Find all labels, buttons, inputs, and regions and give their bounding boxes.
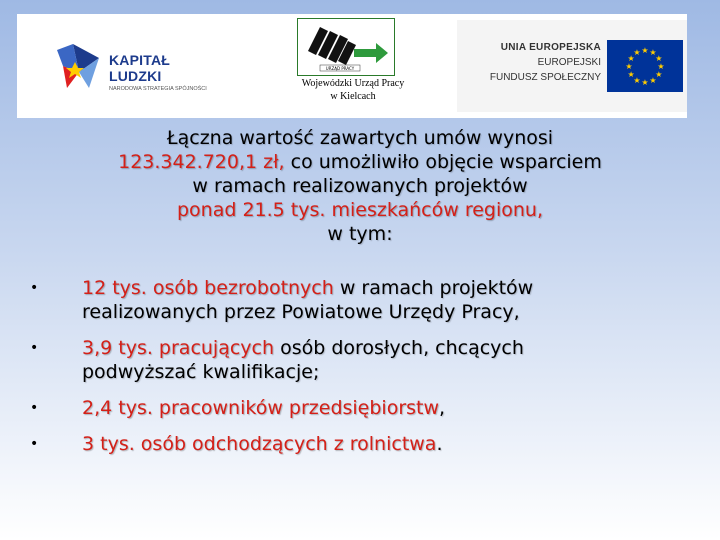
cards-arrow-icon xyxy=(298,19,394,75)
eu-star-icon: ★ xyxy=(649,75,657,85)
bullet-text: , xyxy=(439,397,446,419)
kapital-ludzki-title: KAPITAŁ LUDZKI xyxy=(109,52,171,84)
bullet-highlight: 2,4 tys. pracowników przedsiębiorstw xyxy=(82,397,440,419)
eu-star-icon: ★ xyxy=(657,62,665,71)
wup-caption-line2: w Kielcach xyxy=(330,91,376,102)
kapital-ludzki-subtitle: NARODOWA STRATEGIA SPÓJNOŚCI xyxy=(109,86,207,92)
bullet-dot: • xyxy=(30,436,39,452)
wup-box-label: URZĄD PRACY xyxy=(325,66,355,71)
bullet-dot: • xyxy=(30,400,39,416)
wup-caption xyxy=(283,77,423,103)
eu-star-icon: ★ xyxy=(627,54,635,63)
eu-star-icon: ★ xyxy=(641,46,649,55)
bullet-list xyxy=(0,276,720,456)
intro-line1: Łączna wartość zawartych umów wynosi xyxy=(166,127,554,149)
intro-text xyxy=(0,126,720,246)
kapital-ludzki-emblem-icon xyxy=(53,36,103,96)
bullet-text: osób dorosłych, chcących podwyższać kwalifikacje; xyxy=(82,337,524,383)
eu-line3: FUNDUSZ SPOŁECZNY xyxy=(489,72,601,83)
eu-star-icon: ★ xyxy=(641,78,649,87)
intro-line5: w tym: xyxy=(327,223,393,245)
wup-logo xyxy=(283,14,423,118)
eu-star-icon: ★ xyxy=(649,48,657,58)
eu-line1: UNIA EUROPEJSKA xyxy=(500,42,601,53)
intro-line2-rest: co umożliwiło objęcie wsparciem xyxy=(284,151,602,173)
eu-star-icon: ★ xyxy=(633,48,641,58)
bullet-dot: • xyxy=(30,340,39,356)
eu-star-icon: ★ xyxy=(627,70,635,79)
residents-count: ponad 21.5 tys. mieszkańców regionu, xyxy=(176,199,543,221)
bullet-text: . xyxy=(436,433,443,455)
intro-line2 xyxy=(0,150,720,174)
logo-bar xyxy=(17,14,687,118)
eu-star-icon: ★ xyxy=(633,75,641,85)
wup-emblem xyxy=(297,18,395,76)
eu-star-icon: ★ xyxy=(625,62,633,71)
eu-star-icon: ★ xyxy=(655,54,663,63)
eu-flag-icon xyxy=(607,40,683,92)
main-content xyxy=(0,126,720,455)
bullet-dot: • xyxy=(30,280,39,296)
bullet-text: w ramach projektów realizowanych przez Powiatowe Urzędy Pracy, xyxy=(82,277,534,323)
bullet-highlight: 12 tys. osób bezrobotnych xyxy=(82,277,334,299)
list-item xyxy=(0,432,642,456)
eu-logo xyxy=(457,20,687,112)
eu-line2: EUROPEJSKI xyxy=(537,57,601,68)
kapital-ludzki-logo xyxy=(53,36,213,106)
bullet-highlight: 3,9 tys. pracujących xyxy=(82,337,275,359)
intro-line3: w ramach realizowanych projektów xyxy=(192,175,528,197)
eu-star-icon: ★ xyxy=(655,70,663,79)
wup-caption-line1: Wojewódzki Urząd Pracy xyxy=(301,78,405,89)
bullet-highlight: 3 tys. osób odchodzących z rolnictwa xyxy=(82,433,437,455)
list-item xyxy=(0,276,642,324)
total-value: 123.342.720,1 zł, xyxy=(118,151,285,173)
list-item xyxy=(0,336,642,384)
list-item xyxy=(0,396,642,420)
